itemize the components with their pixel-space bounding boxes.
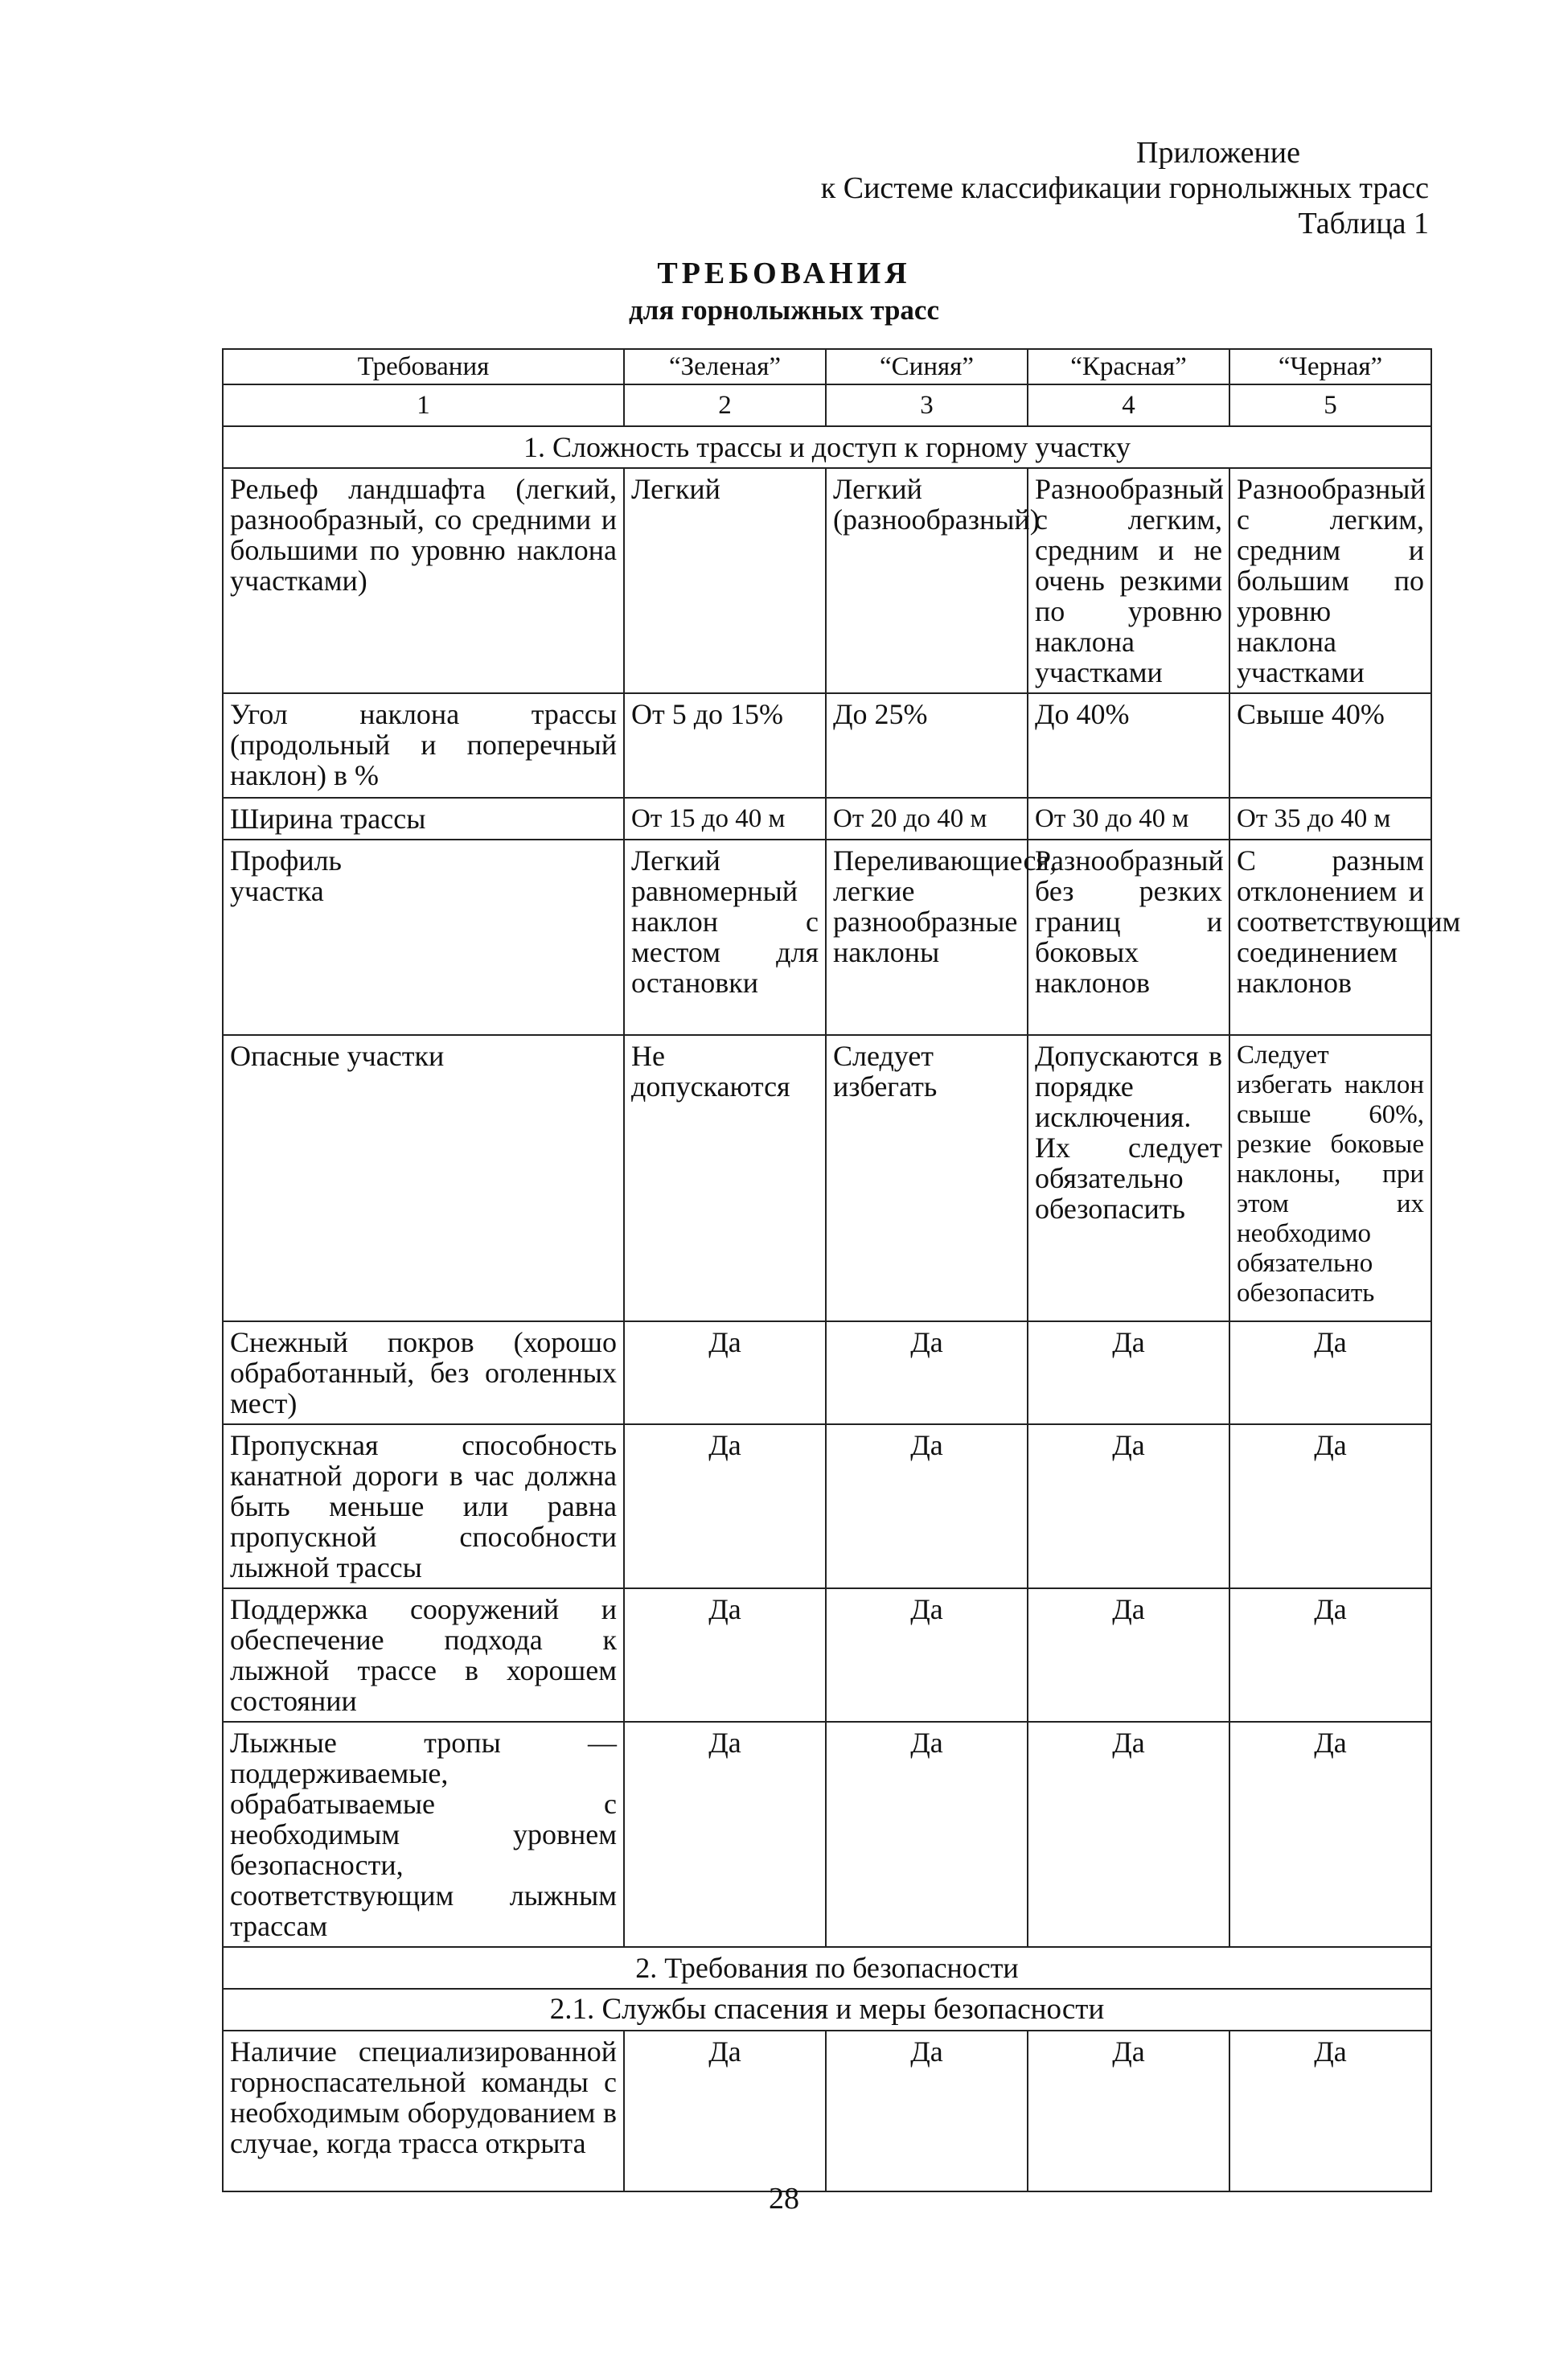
blue-cell: От 20 до 40 м — [826, 798, 1028, 840]
column-number: 3 — [826, 384, 1028, 426]
green-cell: Да — [624, 1424, 826, 1588]
column-number: 2 — [624, 384, 826, 426]
black-cell: Да — [1229, 1588, 1431, 1722]
appendix-header — [625, 135, 1429, 241]
appendix-label: Приложение — [1136, 136, 1300, 170]
green-cell: Да — [624, 1588, 826, 1722]
requirement-cell: Поддержка сооружений и обеспечение подхода к лыжной трассе в хорошем состоянии — [223, 1588, 624, 1722]
red-cell: От 30 до 40 м — [1028, 798, 1229, 840]
document-subtitle: для горнолыжных трасс — [629, 294, 939, 326]
black-cell: Да — [1229, 1424, 1431, 1588]
column-header: “Синяя” — [826, 349, 1028, 384]
blue-cell: Да — [826, 1588, 1028, 1722]
red-cell: Разнообразный с легким, средним и не очень резкими по уровню наклона участками — [1028, 468, 1229, 693]
black-cell: От 35 до 40 м — [1229, 798, 1431, 840]
red-cell: Разнообразный без резких границ и боковых наклонов — [1028, 840, 1229, 1035]
blue-cell: Да — [826, 1722, 1028, 1947]
black-cell: Разнообразный с легким, средним и большим по уровню наклона участками — [1229, 468, 1431, 693]
red-cell: Да — [1028, 1722, 1229, 1947]
column-header: “Черная” — [1229, 349, 1431, 384]
red-cell: Да — [1028, 2031, 1229, 2191]
green-cell: Легкий равномерный наклон с местом для остановки — [624, 840, 826, 1035]
requirement-cell: Лыжные тропы — поддерживаемые, обрабатываемые с необходимым уровнем безопасности, соответствующим лыжным трассам — [223, 1722, 624, 1947]
column-header: “Зеленая” — [624, 349, 826, 384]
blue-cell: Переливающиеся, легкие разнообразные наклоны — [826, 840, 1028, 1035]
blue-cell: До 25% — [826, 693, 1028, 798]
table-row — [223, 468, 1431, 693]
table-row — [223, 2031, 1431, 2191]
blue-cell: Следует избегать — [826, 1035, 1028, 1321]
table-row — [223, 798, 1431, 840]
black-cell: Да — [1229, 2031, 1431, 2191]
section-row — [223, 1947, 1431, 1989]
column-number: 4 — [1028, 384, 1229, 426]
table-number: Таблица 1 — [1298, 207, 1429, 240]
green-cell: Не допускаются — [624, 1035, 826, 1321]
red-cell: До 40% — [1028, 693, 1229, 798]
column-number: 5 — [1229, 384, 1431, 426]
column-header: Требования — [223, 349, 624, 384]
section-title: 1. Сложность трассы и доступ к горному участку — [223, 426, 1431, 468]
green-cell: От 5 до 15% — [624, 693, 826, 798]
black-cell: Следует избегать наклон свыше 60%, резкие боковые наклоны, при этом их необходимо обязательно обезопасить — [1229, 1035, 1431, 1321]
table-row — [223, 1424, 1431, 1588]
black-cell: С разным отклонением и соответствующим соединением наклонов — [1229, 840, 1431, 1035]
page-number: 28 — [769, 2182, 799, 2216]
column-number: 1 — [223, 384, 624, 426]
column-header: “Красная” — [1028, 349, 1229, 384]
table-row — [223, 840, 1431, 1035]
requirement-cell: Наличие специализированной горноспасательной команды с необходимым оборудованием в случае, когда трасса открыта — [223, 2031, 624, 2191]
table-row — [223, 1722, 1431, 1947]
section-row — [223, 426, 1431, 468]
green-cell: Да — [624, 2031, 826, 2191]
blue-cell: Да — [826, 2031, 1028, 2191]
appendix-reference: к Системе классификации горнолыжных трасс — [820, 171, 1429, 205]
requirement-cell: Рельеф ландшафта (легкий, разнообразный, со средними и большими по уровню наклона участками) — [223, 468, 624, 693]
table-row — [223, 1035, 1431, 1321]
black-cell: Да — [1229, 1321, 1431, 1424]
red-cell: Да — [1028, 1588, 1229, 1722]
blue-cell: Легкий (разнообразный) — [826, 468, 1028, 693]
subsection-title: 2.1. Службы спасения и меры безопасности — [223, 1989, 1431, 2031]
requirements-table — [222, 348, 1461, 2192]
red-cell: Да — [1028, 1424, 1229, 1588]
black-cell: Да — [1229, 1722, 1431, 1947]
document-title: ТРЕБОВАНИЯ — [657, 257, 911, 290]
green-cell: Легкий — [624, 468, 826, 693]
red-cell: Да — [1028, 1321, 1229, 1424]
table-row — [223, 1588, 1431, 1722]
section-title: 2. Требования по безопасности — [223, 1947, 1431, 1989]
column-number-row — [223, 384, 1431, 426]
table-row — [223, 693, 1431, 798]
blue-cell: Да — [826, 1321, 1028, 1424]
blue-cell: Да — [826, 1424, 1028, 1588]
requirement-cell: Опасные участки — [223, 1035, 624, 1321]
subsection-row — [223, 1989, 1431, 2031]
requirement-text: Профиль участка — [230, 844, 342, 907]
green-cell: Да — [624, 1722, 826, 1947]
requirement-cell — [223, 840, 624, 1035]
table-row — [223, 1321, 1431, 1424]
red-cell: Допускаются в порядке исключения. Их следует обязательно обезопасить — [1028, 1035, 1229, 1321]
requirement-cell: Снежный покров (хорошо обработанный, без оголенных мест) — [223, 1321, 624, 1424]
green-cell: От 15 до 40 м — [624, 798, 826, 840]
requirement-cell: Ширина трассы — [223, 798, 624, 840]
requirement-cell: Пропускная способность канатной дороги в час должна быть меньше или равна пропускной способности лыжной трассы — [223, 1424, 624, 1588]
black-cell: Свыше 40% — [1229, 693, 1431, 798]
requirement-cell: Угол наклона трассы (продольный и поперечный наклон) в % — [223, 693, 624, 798]
table-header-row — [223, 349, 1431, 384]
green-cell: Да — [624, 1321, 826, 1424]
